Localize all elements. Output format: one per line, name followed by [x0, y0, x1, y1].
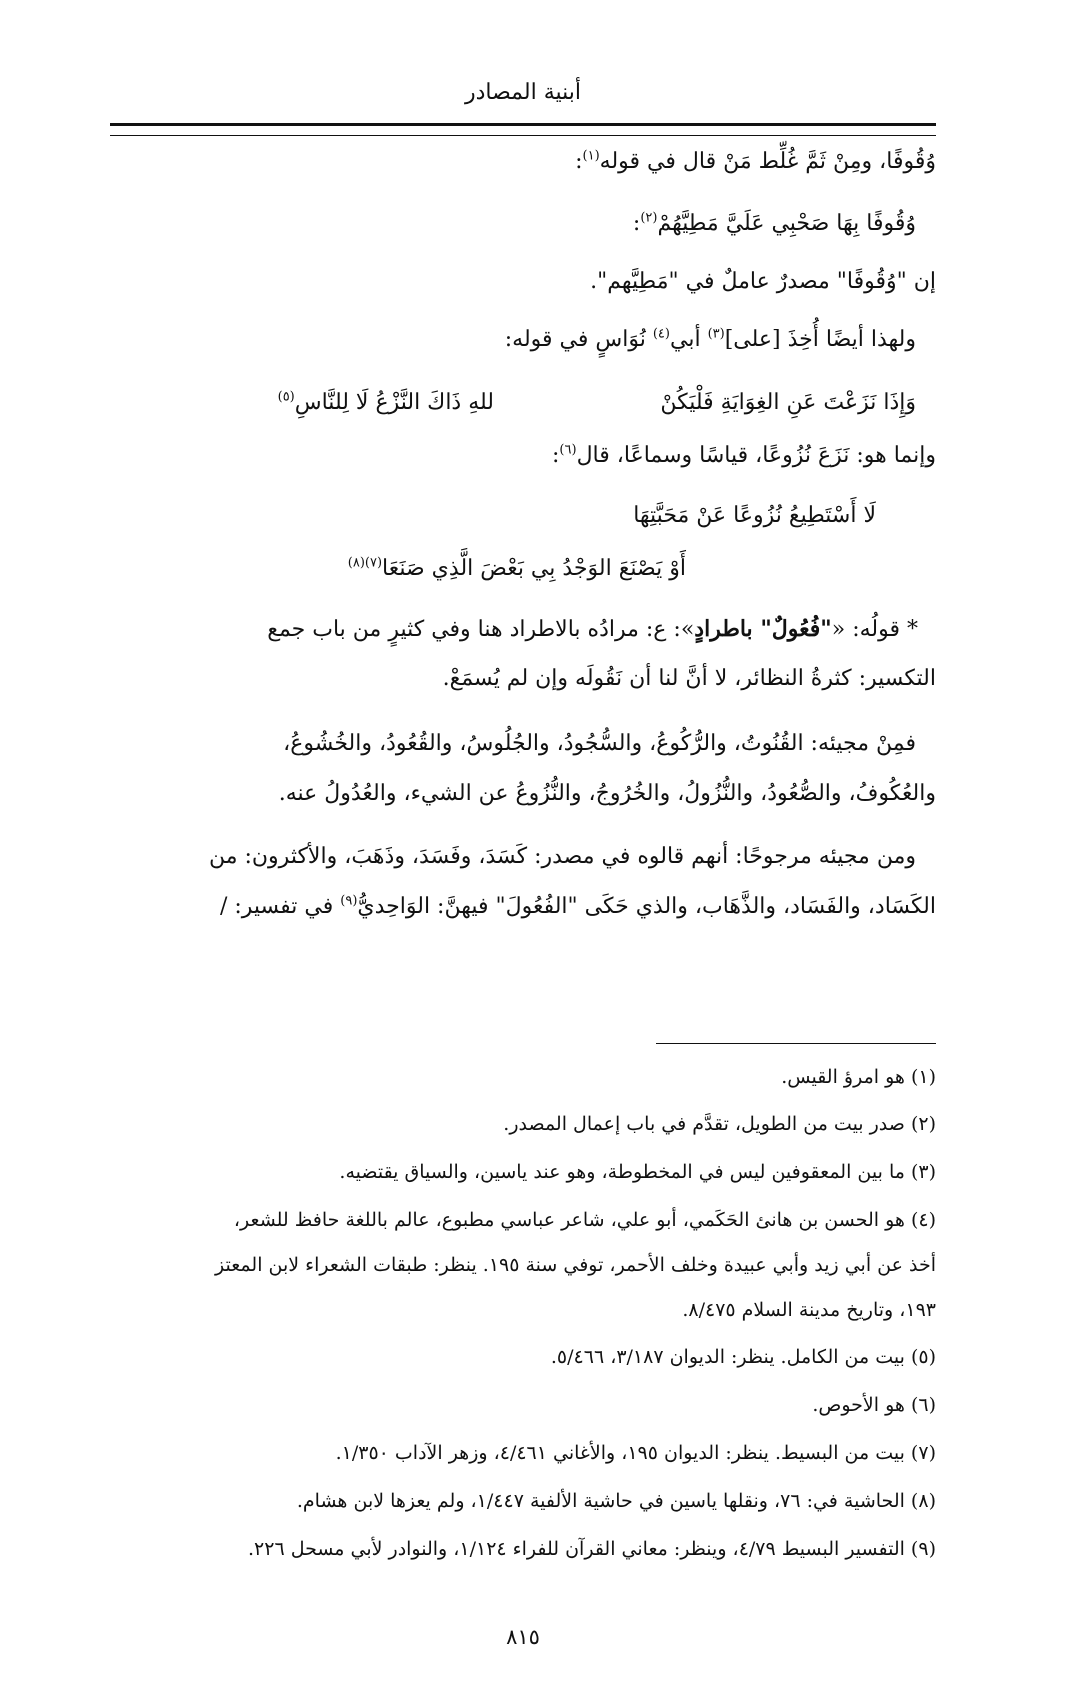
- body-line-3: إن "وُقُوفًا" مصدرٌ عاملٌ في "مَطِيَّهم".: [590, 269, 936, 294]
- verse-text: لَا أَسْتَطِيعُ نُزُوعًا عَنْ مَحَبَّتِهَا: [633, 503, 876, 528]
- footnote-4-line-3: ١٩٣، وتاريخ مدينة السلام ٨/٤٧٥.: [682, 1299, 936, 1321]
- text-run: :: [575, 149, 583, 174]
- text-run: ولهذا أيضًا أُخِذَ [على]: [724, 327, 916, 352]
- running-header: أبنية المصادر: [464, 80, 582, 105]
- body-line-6: [110, 442, 936, 471]
- verse-1: [110, 390, 936, 426]
- header-rule-thick: [110, 123, 936, 126]
- body-line-12: والعُكُوفُ، والصُّعُودُ، والنُّزُولُ، والخُرُوجُ، والنُّزُوعُ عن الشيء، والعُدُولُ عنه.: [278, 781, 936, 806]
- footnote-ref: (٧)(٨): [347, 555, 383, 571]
- text-run: وإنما هو: نَزَعَ نُزُوعًا، قياسًا وسماعًا، قال: [576, 443, 936, 468]
- body-line-10: التكسير: كثرةُ النظائر، لا أنَّ لنا أن نَقُولَه وإن لم يُسمَعْ.: [442, 666, 936, 691]
- footnote-4-line-1: (٤) هو الحسن بن هانئ الحَكَمي، أبو علي، شاعر عباسي مطبوع، عالم باللغة حافظ للشعر،: [233, 1209, 936, 1231]
- book-page: [110, 0, 936, 1698]
- footnote-ref: (٢): [640, 210, 658, 226]
- text-run: :: [552, 443, 560, 468]
- body-line-13: ومن مجيئه مرجوحًا: أنهم قالوه في مصدر: كَسَدَ، وفَسَدَ، وذَهَبَ، والأكثرون: من: [208, 844, 916, 869]
- verse-2-first-hemistich: [110, 503, 936, 539]
- body-line-14: [110, 893, 936, 922]
- body-line-9: [110, 615, 918, 645]
- footnote-separator: [656, 1043, 936, 1044]
- footnote-7: (٧) بيت من البسيط. ينظر: الديوان ١٩٥، والأغاني ٤/٤٦١، وزهر الآداب ١/٣٥٠.: [335, 1442, 936, 1464]
- verse-text: [348, 556, 686, 581]
- footnote-ref: (٣): [707, 326, 725, 342]
- text-run: أَوْ يَصْنَعَ الوَجْدُ بِي بَعْضَ الَّذِي صَنَعَا: [382, 556, 686, 581]
- verse-2-second-hemistich: [110, 556, 936, 592]
- body-line-4: [110, 326, 916, 355]
- text-run: وُقُوفًا بِهَا صَحْبِي عَلَيَّ مَطِيَّهُمْ: [657, 211, 916, 236]
- text-run: * قولُه: «: [831, 617, 918, 642]
- text-run: للهِ ذَاكَ النَّزْعُ لَا لِلنَّاسِ: [294, 390, 494, 415]
- text-run: »: ع: مرادُه بالاطراد هنا وفي كثيرٍ من باب جمع: [267, 617, 695, 642]
- footnote-ref: (١): [582, 148, 600, 164]
- footnote-ref: (٤): [652, 326, 670, 342]
- headword: "فُعُولٌ" باطرادٍ: [694, 616, 832, 642]
- text-run: :: [632, 211, 641, 236]
- page-number: ٨١٥: [506, 1625, 540, 1649]
- text-run: نُوَاسٍ في قوله:: [504, 327, 653, 352]
- text-run: الكَسَاد، والفَسَاد، والذَّهَاب، والذي حَكَى "الفُعُولَ" فيهنَّ: الوَاحِديُّ: [357, 894, 936, 919]
- footnote-ref: (٦): [559, 442, 577, 458]
- footnote-2: (٢) صدر بيت من الطويل، تقدَّم في باب إعمال المصدر.: [503, 1113, 936, 1135]
- text-run: في تفسير: /: [219, 894, 341, 919]
- footnote-ref: (٩): [340, 893, 358, 909]
- body-line-1: [110, 148, 936, 177]
- body-line-11: فمِنْ مجيئه: القُنُوتُ، والرُّكُوعُ، والسُّجُودُ، والجُلُوسُ، والقُعُودُ، والخُشُوعُ،: [283, 731, 916, 756]
- text-run: أبي: [669, 327, 708, 352]
- verse-1-hemistich-2: [278, 390, 494, 415]
- footnote-1: (١) هو امرؤ القيس.: [781, 1066, 936, 1088]
- header-rule-thin: [110, 135, 936, 136]
- footnote-4-line-2: أخذ عن أبي زيد وأبي عبيدة وخلف الأحمر، توفي سنة ١٩٥. ينظر: طبقات الشعراء لابن المعتز: [215, 1254, 936, 1276]
- quote-line: [110, 210, 916, 239]
- footnote-5: (٥) بيت من الكامل. ينظر: الديوان ٣/١٨٧، ٥/٤٦٦.: [550, 1346, 936, 1368]
- verse-1-hemistich-1: وَإِذَا نَزَعْتَ عَنِ الغِوَايَةِ فَلْيَكُنْ: [660, 390, 916, 415]
- text-run: وُقُوفًا، ومِنْ ثَمَّ غُلِّط مَنْ قال في قوله: [599, 149, 936, 174]
- footnote-ref: (٥): [277, 389, 295, 405]
- footnote-8: (٨) الحاشية في: ٧٦، ونقلها ياسين في حاشية الألفية ١/٤٤٧، ولم يعزها لابن هشام.: [296, 1490, 936, 1512]
- footnote-6: (٦) هو الأحوص.: [812, 1394, 936, 1416]
- footnote-9: (٩) التفسير البسيط ٤/٧٩، وينظر: معاني القرآن للفراء ١/١٢٤، والنوادر لأبي مسحل ٢٢٦.: [247, 1538, 936, 1560]
- footnote-3: (٣) ما بين المعقوفين ليس في المخطوطة، وهو عند ياسين، والسياق يقتضيه.: [339, 1161, 936, 1183]
